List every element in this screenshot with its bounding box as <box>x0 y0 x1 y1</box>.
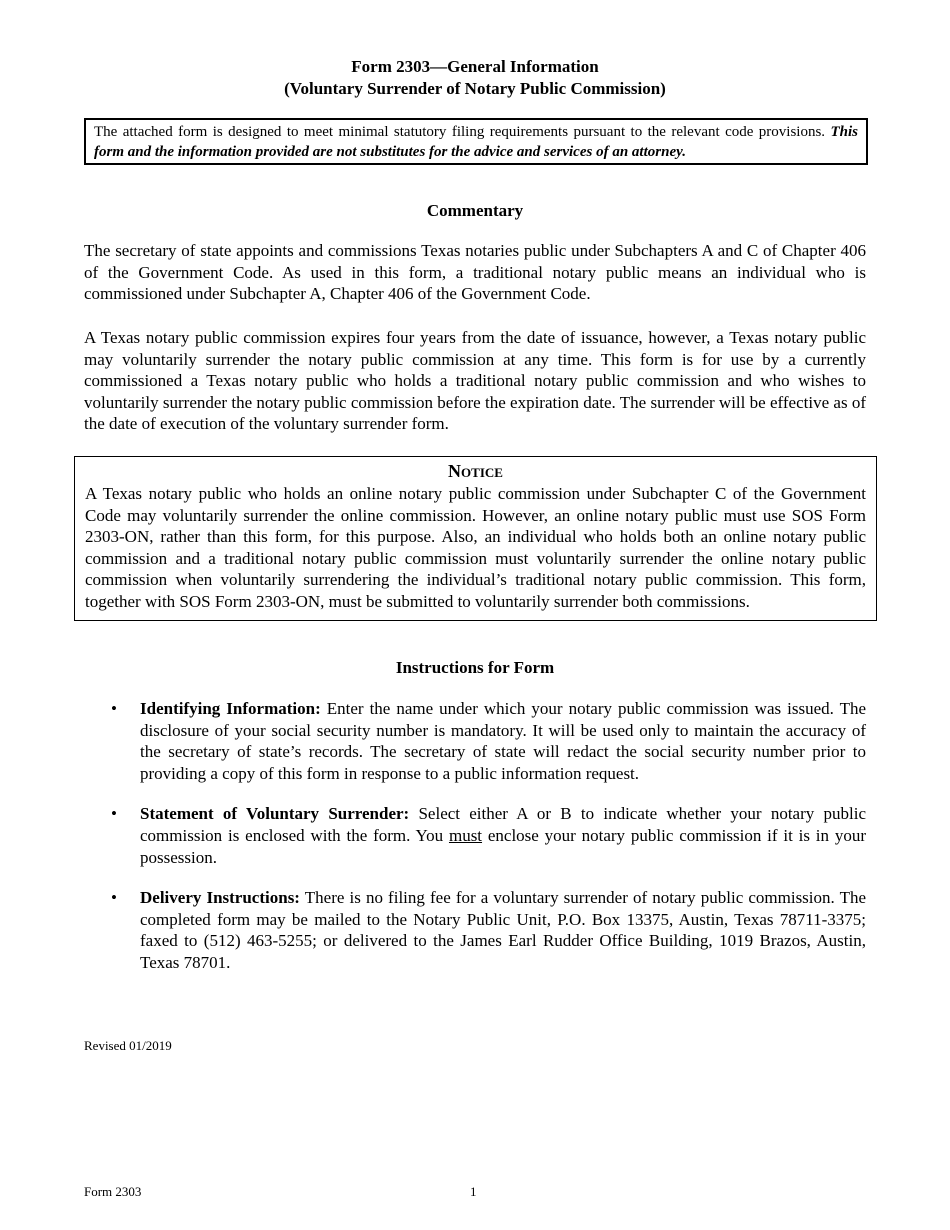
item-label: Statement of Voluntary Surrender: <box>140 804 410 824</box>
notice-title: Notice <box>448 461 503 481</box>
form-title: Form 2303—General Information <box>351 57 599 76</box>
bullet-icon: • <box>111 888 117 908</box>
item-text: Select either A or B to indicate whether your notary public commission is enclosed with the form. You <box>140 804 867 845</box>
commentary-heading: Commentary <box>426 201 524 220</box>
instructions-list <box>108 698 866 993</box>
commentary-paragraph-1: The secretary of state appoints and commissions Texas notaries public under Subchapters A and C of Chapter 406 of the Government Code. As used in this form, a traditional notary public means an individual who is commissioned under Subchapter A, Chapter 406 of the Government Code. <box>84 241 866 304</box>
item-underlined-text: must <box>448 825 483 845</box>
bullet-icon: • <box>111 699 117 718</box>
list-item <box>108 887 866 973</box>
item-label: Identifying Information: <box>140 699 321 718</box>
list-item <box>108 698 866 784</box>
revised-date: Revised 01/2019 <box>84 1038 172 1053</box>
item-text: There is no filing fee for a voluntary surrender of notary public commission. The completed form may be mailed to the Notary Public Unit, P.O. Box 13375, Austin, Texas 78711-3375; faxed to (512) 463-5255; or delivered to the James Earl Rudder Office Building, 1019 Brazos, Austin, Texas 78701. <box>140 888 866 972</box>
disclaimer-emphasis: This form and the information provided are not substitutes for the advice and services of an attorney. <box>94 124 858 160</box>
disclaimer-box <box>84 118 868 165</box>
item-text: enclose your notary public commission if it is in your possession. <box>140 825 867 867</box>
notice-box <box>74 456 877 621</box>
list-item <box>108 803 866 868</box>
footer-form-number: Form 2303 <box>84 1184 142 1199</box>
page-number: 1 <box>470 1184 477 1199</box>
disclaimer-text: The attached form is designed to meet minimal statutory filing requirements pursuant to the relevant code provisions. <box>94 124 831 140</box>
bullet-icon: • <box>111 804 117 824</box>
item-text: Enter the name under which your notary public commission was issued. The disclosure of your social security number is mandatory. It will be used only to maintain the accuracy of the secretary of state’s records. The secretary of state will redact the social security number prior to providing a copy of this form in response to a public information request. <box>140 699 867 783</box>
instructions-heading: Instructions for Form <box>395 658 555 677</box>
form-subtitle: (Voluntary Surrender of Notary Public Commission) <box>284 79 666 98</box>
notice-text: A Texas notary public who holds an online notary public commission under Subchapter C of the Government Code may voluntarily surrender the online commission. However, an online notary public must use SOS Form 2303-ON, rather than this form, for this purpose. Also, an individual who holds both an online notary public commission and a traditional notary public commission must voluntarily surrender the online notary public commission when voluntarily surrendering the individual’s traditional notary public commission. This form, together with SOS Form 2303-ON, must be submitted to voluntarily surrender both commissions. <box>85 484 866 611</box>
item-label: Delivery Instructions: <box>140 888 300 908</box>
commentary-paragraph-2: A Texas notary public commission expires four years from the date of issuance, however, a Texas notary public may voluntarily surrender the notary public commission at any time. This form is for use by a currently commissioned a Texas notary public who holds a traditional notary public commission and who wishes to voluntarily surrender the notary public commission before the expiration date. The surrender will be effective as of the date of execution of the voluntary surrender form. <box>84 328 866 434</box>
